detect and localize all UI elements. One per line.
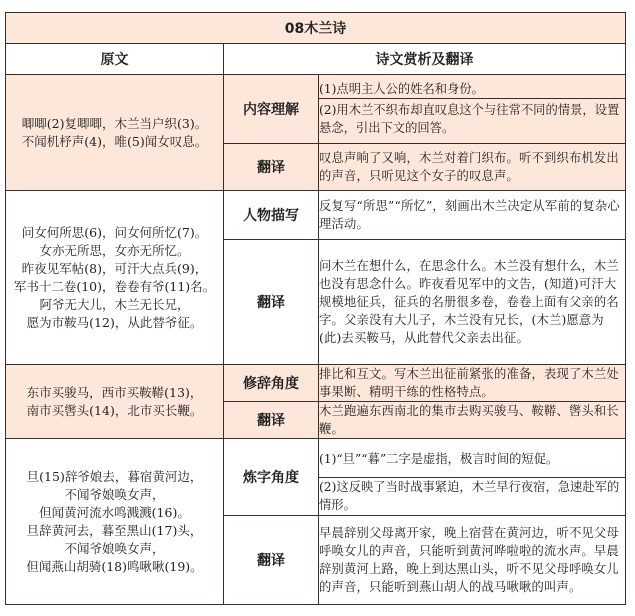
table-title: 08木兰诗 [6,13,626,44]
section-4-row-1 [6,439,626,516]
analysis-item: (1)点明主人公的姓名和身份。 [319,80,625,99]
section-1-label-translation: 翻译 [224,144,319,191]
original-line: 旦辞黄河去，暮至黑山(17)头， [26,522,203,538]
original-line: 东市买骏马，西市买鞍鞯(13)， [26,384,203,400]
original-line: 阿爷无大儿，木兰无长兄， [39,296,190,312]
section-2-label-character: 人物描写 [224,191,319,240]
section-2-translation: 问木兰在想什么，在思念什么。木兰没有想什么，木兰也没有思念什么。昨夜看见军中的文告，(知道)可汗大规模地征兵，征兵的名册很多卷，卷卷上面有父亲的名字。父亲没有大儿子，木兰没有兄长，(木兰)愿意为(此)去买鞍马，从此替代父亲去出征。 [319,240,626,365]
section-3-label-translation: 翻译 [224,402,319,439]
header-original: 原文 [6,44,224,75]
poem-table [5,12,626,605]
original-line: 旦(15)辞爷娘去，暮宿黄河边， [26,468,203,484]
header-row [6,44,626,75]
original-line: 问女何所思(6)，问女何所忆(7)。 [21,224,208,240]
original-line: 不闻爷娘唤女声， [64,540,165,556]
original-line: 南市买辔头(14)，北市买长鞭。 [26,402,203,418]
section-2-label-translation: 翻译 [224,240,319,365]
section-3-label-rhetoric: 修辞角度 [224,365,319,402]
section-3-translation: 木兰跑遍东西南北的集市去购买骏马、鞍鞯、辔头和长鞭。 [319,402,626,439]
original-line: 但闻黄河流水鸣溅溅(16)。 [39,504,190,520]
original-line: 唧唧(2)复唧唧，木兰当户织(3)。 [21,115,208,131]
section-3-original [6,365,224,439]
section-3-rhetoric-analysis: 排比和互文。写木兰出征前紧张的准备，表现了木兰处事果断、精明干练的性格特点。 [319,365,626,402]
section-4-translation: 早晨辞别父母离开家，晚上宿营在黄河边，听不见父母呼唤女儿的声音，只能听到黄河哗啦啦的流水声。早晨辞别黄河上路，晚上到达黑山头，听不见父母呼唤女儿的声音，只能听到燕山胡人的战马啾啾的叫声。 [319,516,626,605]
section-1-content-cell [319,75,626,144]
section-4-original [6,439,224,605]
section-2-row-1 [6,191,626,240]
original-line: 愿为市鞍马(12)，从此替爷征。 [26,314,203,330]
section-1-translation: 叹息声响了又响，木兰对着门织布。听不到织布机发出的声音，只听见这个女子的叹息声。 [319,144,626,191]
original-line: 军书十二卷(10)，卷卷有爷(11)名。 [13,278,216,294]
title-row [6,13,626,44]
original-line: 昨夜见军帖(8)，可汗大点兵(9)， [21,260,208,276]
section-2-original [6,191,224,365]
header-analysis: 诗文赏析及翻译 [224,44,626,75]
section-4-label-translation: 翻译 [224,516,319,605]
section-3-row-1 [6,365,626,402]
section-1-original [6,75,224,191]
original-line: 女亦无所思，女亦无所忆。 [39,242,190,258]
section-4-wording-cell [319,439,626,516]
original-line: 但闻燕山胡骑(18)鸣啾啾(19)。 [26,558,203,574]
section-1-label-content: 内容理解 [224,75,319,144]
section-4-label-wording: 炼字角度 [224,439,319,516]
analysis-item: (2)这反映了当时战事紧迫，木兰早行夜宿，急速赴军的情形。 [319,479,620,512]
section-2-character-analysis: 反复写“所思”“所忆”，刻画出木兰决定从军前的复杂心理活动。 [319,191,626,240]
analysis-item: (1)“旦”“暮”二字是虚指，极言时间的短促。 [319,441,625,478]
original-line: 不闻爷娘唤女声， [64,486,165,502]
section-1-row-1 [6,75,626,144]
original-line: 不闻机杼声(4)，唯(5)闻女叹息。 [21,133,208,149]
analysis-item: (2)用木兰不织布却直叹息这个与往常不同的情景，设置悬念，引出下文的回答。 [319,102,620,135]
